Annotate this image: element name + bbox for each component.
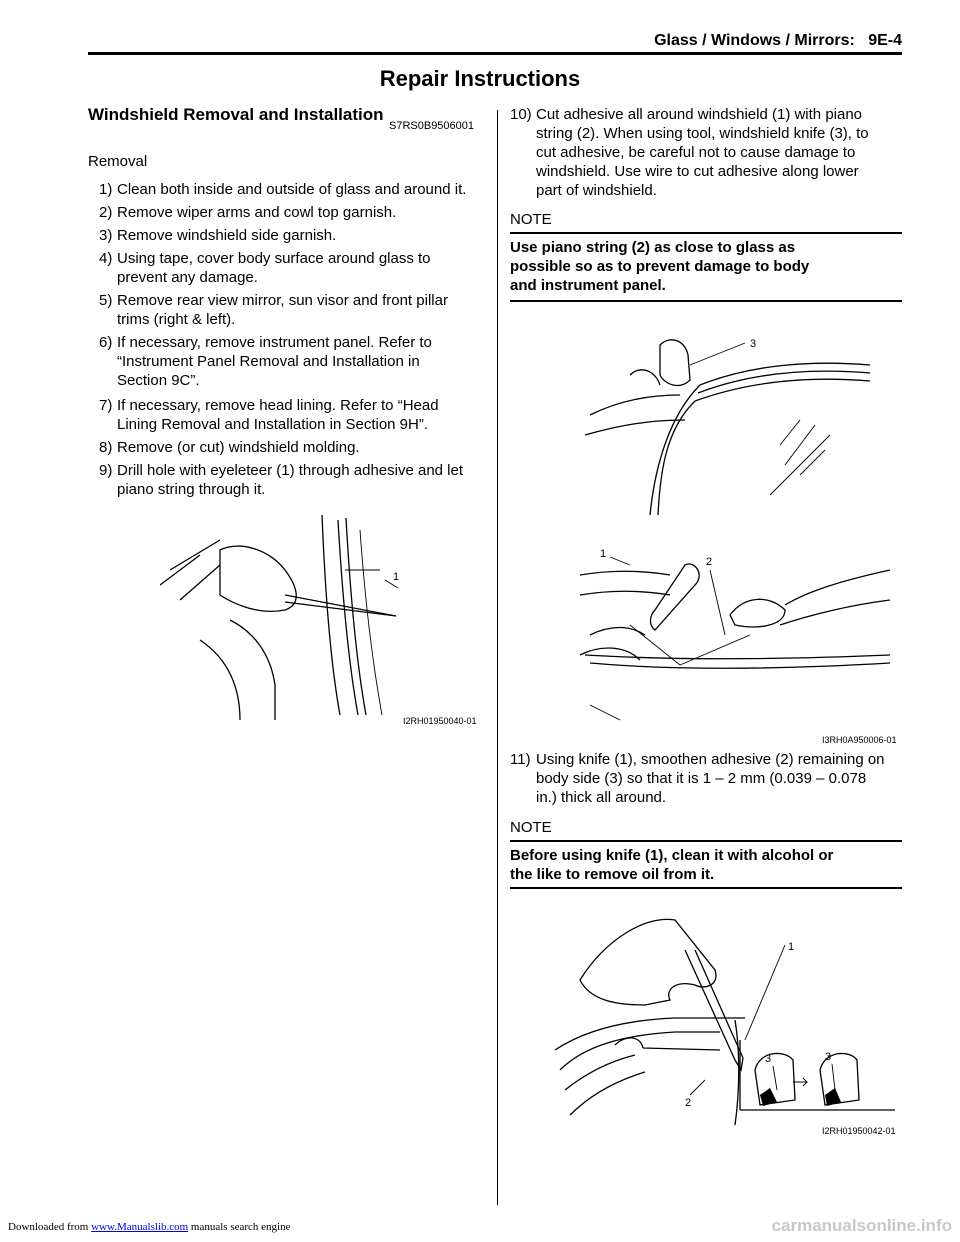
section-title: Windshield Removal and Installation (88, 105, 384, 124)
callout-2: 2 (706, 556, 713, 568)
step-number: 7) (99, 397, 113, 414)
step-text: Remove (or cut) windshield molding. (117, 439, 360, 456)
column-divider (497, 110, 498, 1205)
step-text: windshield. Use wire to cut adhesive along lower (536, 163, 859, 180)
note-line: possible so as to prevent damage to body (510, 258, 810, 275)
figure-caption: I2RH01950042-01 (822, 1126, 896, 1136)
callout-3: 3 (825, 1051, 832, 1063)
step-text: “Instrument Panel Removal and Installation in (117, 353, 420, 370)
header-rule (88, 52, 902, 55)
step-text: Lining Removal and Installation in Section 9H”. (117, 416, 429, 433)
callout-2: 2 (685, 1097, 692, 1109)
step-number: 8) (99, 439, 113, 456)
step-text: Clean both inside and outside of glass and around it. (117, 181, 467, 198)
step-text: part of windshield. (536, 182, 657, 199)
step-text: cut adhesive, be careful not to cause damage to (536, 144, 856, 161)
callout-3: 3 (750, 338, 757, 350)
step-number: 5) (99, 292, 113, 309)
note-label: NOTE (510, 211, 552, 228)
manualslib-link[interactable]: www.Manualslib.com (91, 1221, 189, 1233)
note-rule-bottom (510, 887, 902, 889)
note-rule-bottom (510, 300, 902, 302)
list-item (99, 291, 484, 331)
header-page-number: 9E-4 (868, 32, 902, 49)
step-text: in.) thick all around. (536, 789, 667, 806)
watermark: carmanualsonline.info (771, 1216, 952, 1235)
step-number: 10) (510, 106, 532, 123)
figure-caption: I2RH01950040-01 (403, 716, 477, 726)
page-title: Repair Instructions (379, 66, 581, 91)
step-text: Using tape, cover body surface around glass to (117, 250, 431, 267)
step-number: 4) (99, 250, 113, 267)
note-line: and instrument panel. (510, 277, 666, 294)
step-text: If necessary, remove head lining. Refer to “Head (117, 397, 439, 414)
note-rule-top (510, 840, 902, 842)
list-item (99, 333, 484, 393)
step-text: trims (right & left). (117, 311, 236, 328)
removal-label: Removal (88, 153, 148, 170)
footer-download-notice (8, 1221, 290, 1233)
note-label: NOTE (510, 819, 552, 836)
step-number: 2) (99, 204, 113, 221)
step-text: piano string through it. (117, 481, 266, 498)
footer-prefix: Downloaded from (8, 1221, 92, 1233)
step-text: prevent any damage. (117, 269, 258, 286)
note-line: Use piano string (2) as close to glass as (510, 239, 796, 256)
step-text: Remove rear view mirror, sun visor and front pillar (117, 292, 448, 309)
list-item (510, 750, 902, 810)
list-item (99, 249, 484, 289)
step-number: 6) (99, 334, 113, 351)
note-text (510, 846, 833, 884)
callout-1: 1 (393, 571, 400, 583)
list-item (510, 105, 902, 205)
step-text: Section 9C”. (117, 372, 200, 389)
note-line: the like to remove oil from it. (510, 866, 715, 883)
step-text: If necessary, remove instrument panel. Refer to (117, 334, 432, 351)
step-text: Cut adhesive all around windshield (1) with piano (536, 106, 863, 123)
figure-cut-adhesive (570, 325, 900, 730)
note-rule-top (510, 232, 902, 234)
figure-caption: I3RH0A950006-01 (822, 735, 897, 745)
note-line: Before using knife (1), clean it with alcohol or (510, 847, 834, 864)
step-number: 11) (510, 751, 531, 768)
step-text: string (2). When using tool, windshield knife (3), to (536, 125, 869, 142)
figure-drill-eyeleteer (160, 510, 480, 730)
step-text: Using knife (1), smoothen adhesive (2) remaining on (536, 751, 885, 768)
step-text: Drill hole with eyeleteer (1) through adhesive and let (117, 462, 464, 479)
section-code: S7RS0B9506001 (389, 120, 475, 132)
step-text: body side (3) so that it is 1 – 2 mm (0.039 – 0.078 (536, 770, 867, 787)
callout-1: 1 (788, 941, 795, 953)
note-text (510, 238, 809, 295)
step-text: Remove wiper arms and cowl top garnish. (117, 204, 397, 221)
header-title: Glass / Windows / Mirrors: (654, 32, 855, 49)
footer-suffix: manuals search engine (188, 1221, 291, 1233)
callout-3: 3 (765, 1053, 772, 1065)
list-item (99, 396, 484, 436)
running-header (654, 32, 902, 50)
step-text: Remove windshield side garnish. (117, 227, 337, 244)
figure-smoothen-adhesive (545, 910, 900, 1130)
step-number: 1) (99, 181, 113, 198)
list-item (99, 461, 484, 501)
step-number: 3) (99, 227, 113, 244)
callout-1: 1 (600, 548, 607, 560)
step-number: 9) (99, 462, 113, 479)
